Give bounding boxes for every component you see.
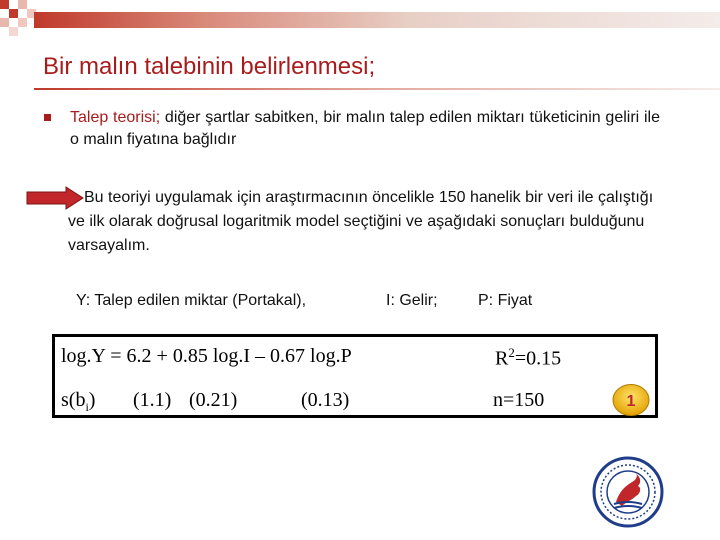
- standard-error-label: $s(b_i)$: [61, 389, 96, 414]
- var-p: P: Fiyat: [478, 292, 533, 309]
- bullet-marker: [44, 114, 51, 121]
- university-seal-icon: [592, 456, 664, 528]
- regression-result-box: [52, 334, 658, 418]
- assumption-text: Bu teoriyi uygulamak için araştırmacının öncelikle 150 hanelik bir veri ile çalıştığı ve ilk olarak doğrusal logaritmik model seçtiğini ve aşağıdaki sonuçları bulduğunu varsayalım.: [68, 189, 654, 254]
- var-i: I: Gelir;: [386, 292, 438, 309]
- assumption-paragraph: [68, 186, 660, 258]
- bullet-text: [70, 107, 660, 151]
- se-price: (0.13): [301, 389, 350, 411]
- r-squared: $R^2=0.15$: [495, 345, 562, 370]
- number-badge: [612, 383, 650, 417]
- se-constant: (1.1): [133, 389, 172, 411]
- badge-number: 1: [626, 393, 636, 410]
- var-y: Y: Talep edilen miktar (Portakal),: [76, 292, 307, 309]
- regression-equation: log.Y = 6.2 + 0.85 log.I – 0.67 log.P: [61, 345, 352, 367]
- se-income: (0.21): [189, 389, 238, 411]
- bullet-highlight: Talep teorisi;: [70, 109, 161, 126]
- slide-title: Bir malın talebinin belirlenmesi;: [43, 53, 376, 80]
- bullet-body: diğer şartlar sabitken, bir malın talep edilen miktarı tüketicinin geliri ile o malın fiyatına bağlıdır: [70, 109, 660, 148]
- title-divider: [34, 88, 720, 90]
- sample-size: n=150: [493, 389, 545, 411]
- header-bar: [34, 12, 720, 28]
